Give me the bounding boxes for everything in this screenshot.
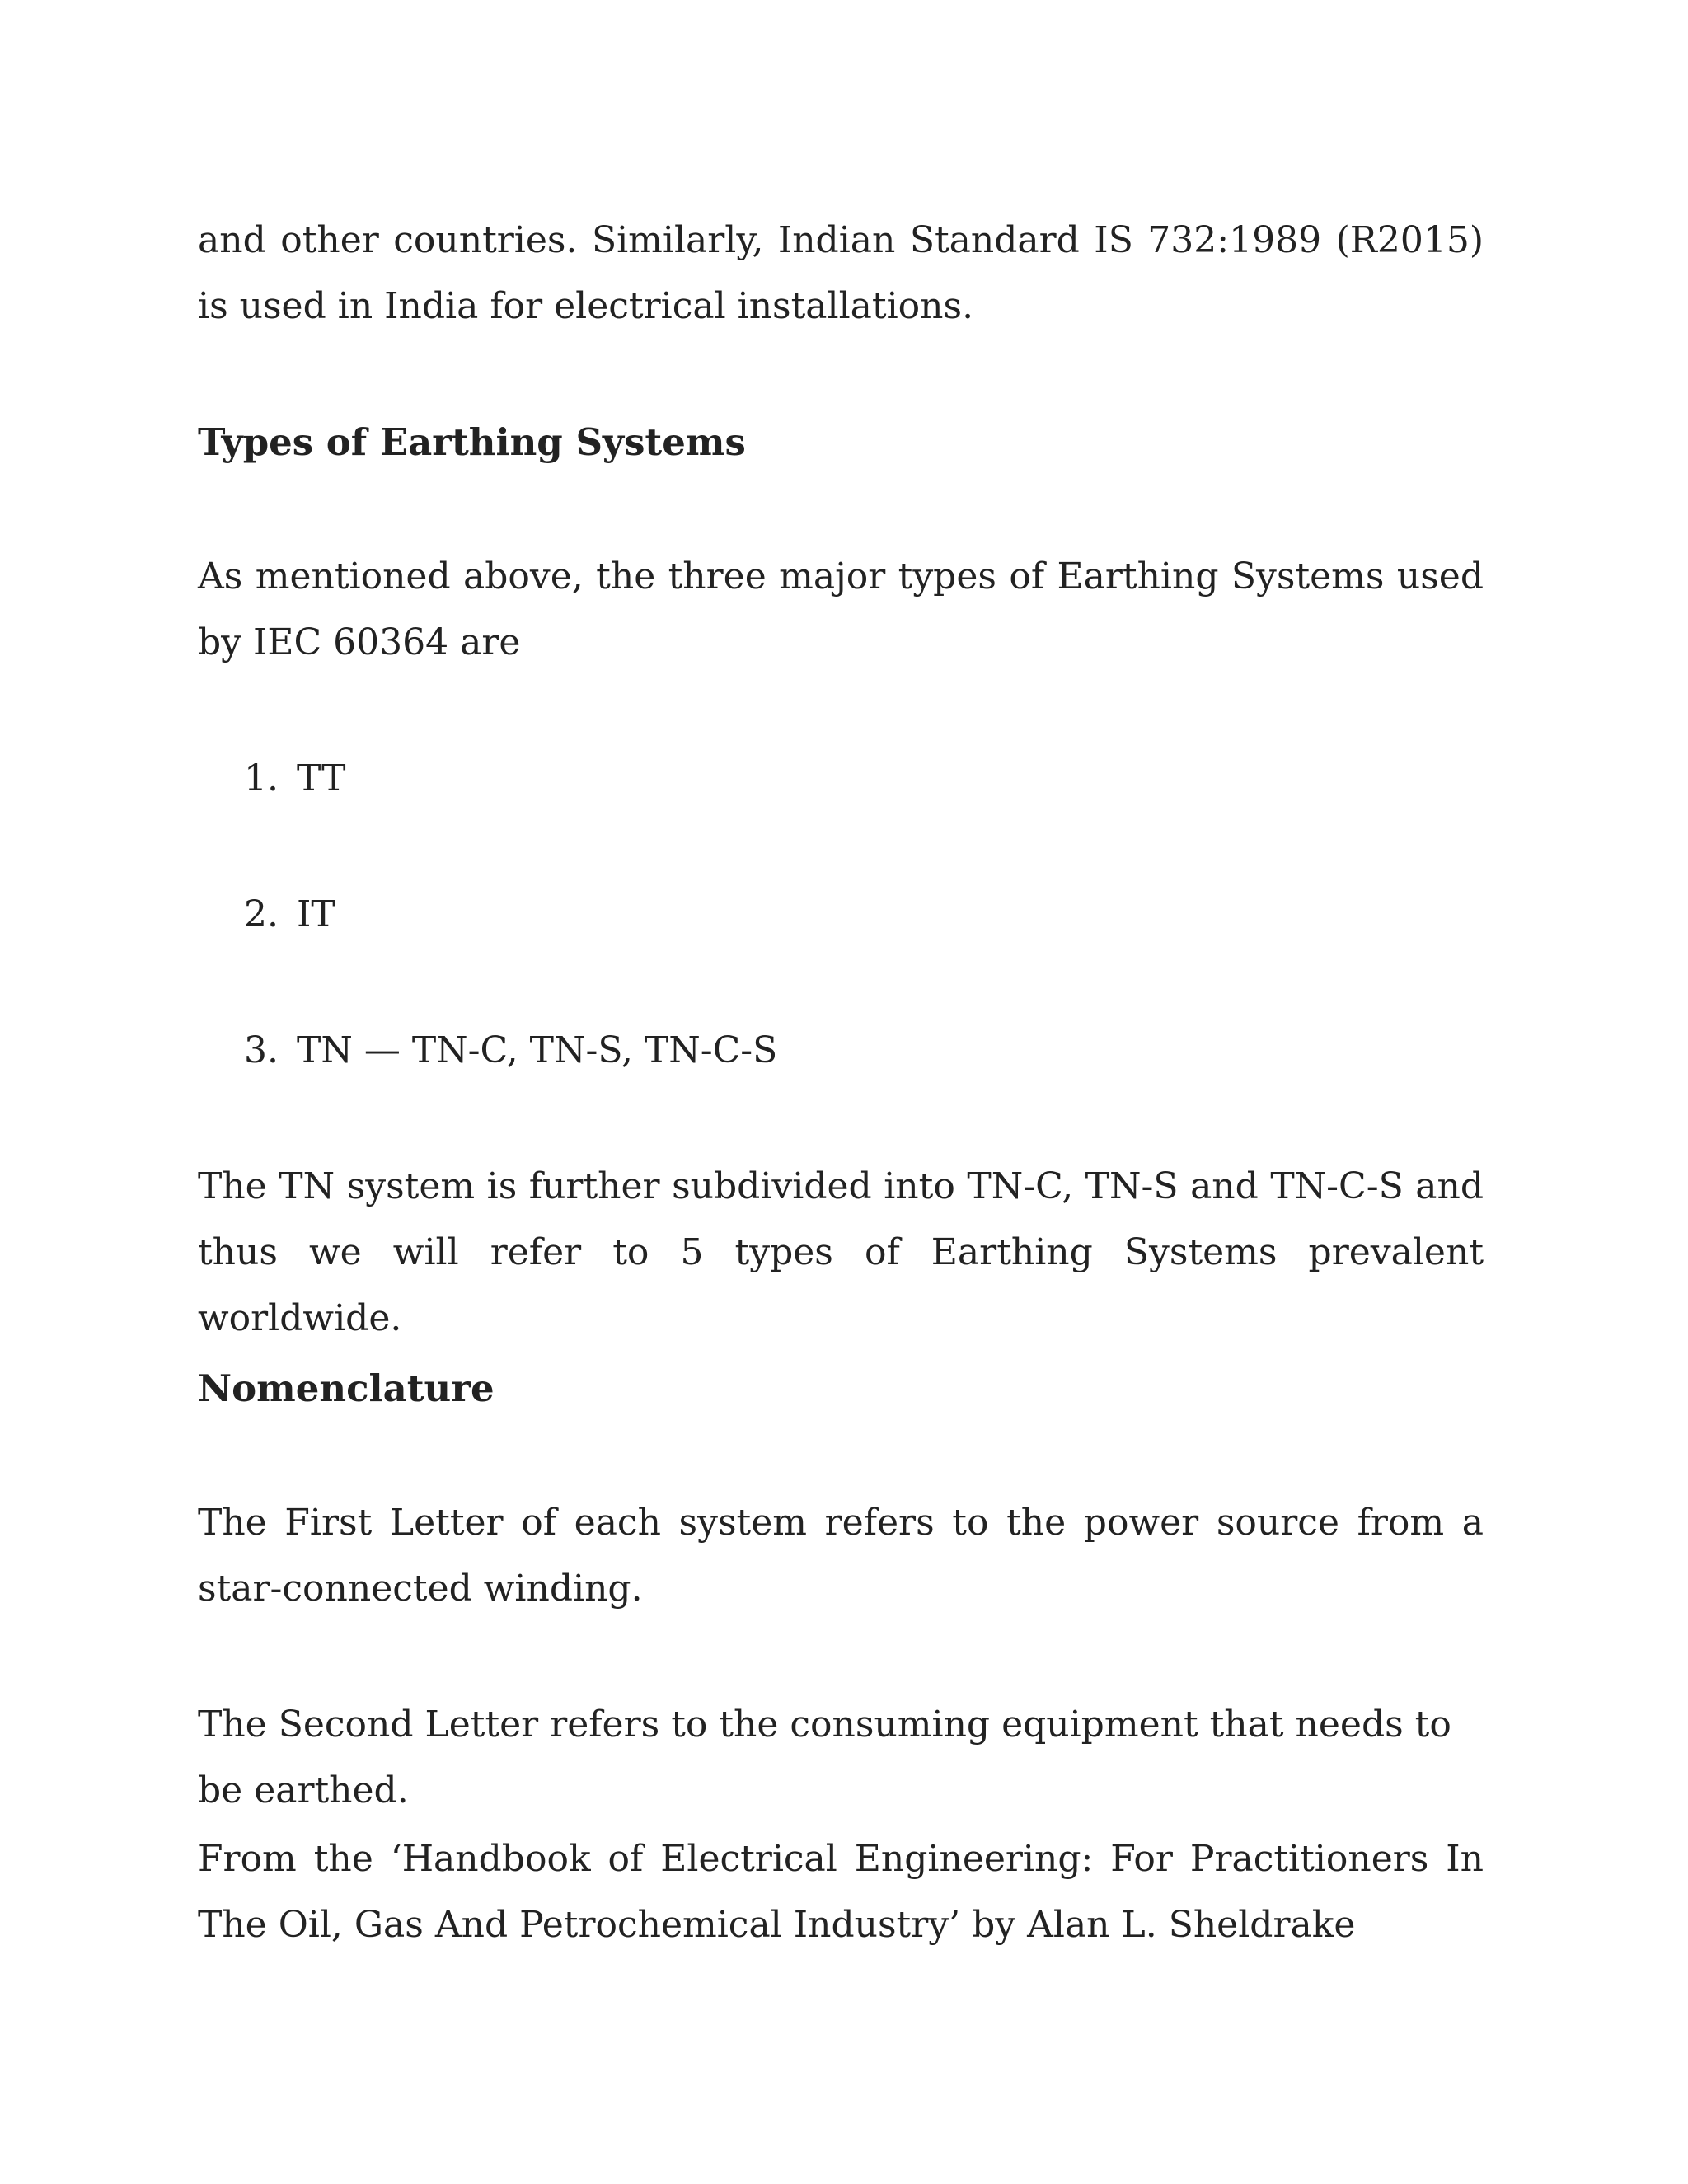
source-paragraph: From the ‘Handbook of Electrical Engineering: For Practitioners In The Oil, Gas And Petrochemical Industry’ by Alan L. Sheldrake [198, 1838, 1484, 1946]
list-item-text: TT [297, 757, 346, 799]
section-heading-nomenclature: Nomenclature [198, 1366, 495, 1410]
first-letter-paragraph: The First Letter of each system refers to the power source from a star-connected winding. [198, 1502, 1484, 1610]
types-intro-paragraph: As mentioned above, the three major types of Earthing Systems used by IEC 60364 are [198, 555, 1484, 663]
list-item-text: TN — TN-C, TN-S, TN-C-S [297, 1029, 778, 1071]
list-item-number: 2. [244, 893, 279, 935]
list-item [244, 746, 346, 812]
list-item [244, 882, 335, 948]
section-heading-types: Types of Earthing Systems [198, 420, 746, 464]
list-item-number: 1. [244, 757, 279, 799]
intro-paragraph: and other countries. Similarly, Indian Standard IS 732:1989 (R2015) is used in India for electrical installations. [198, 219, 1484, 327]
list-item [244, 1018, 777, 1084]
tn-subdivision-paragraph: The TN system is further subdivided into TN-C, TN-S and TN-C-S and thus we will refer to 5 types of Earthing Systems prevalent worldwide. [198, 1165, 1484, 1339]
list-item-text: IT [297, 893, 335, 935]
second-letter-paragraph: The Second Letter refers to the consuming equipment that needs to be earthed. [198, 1704, 1451, 1811]
list-item-number: 3. [244, 1029, 279, 1071]
